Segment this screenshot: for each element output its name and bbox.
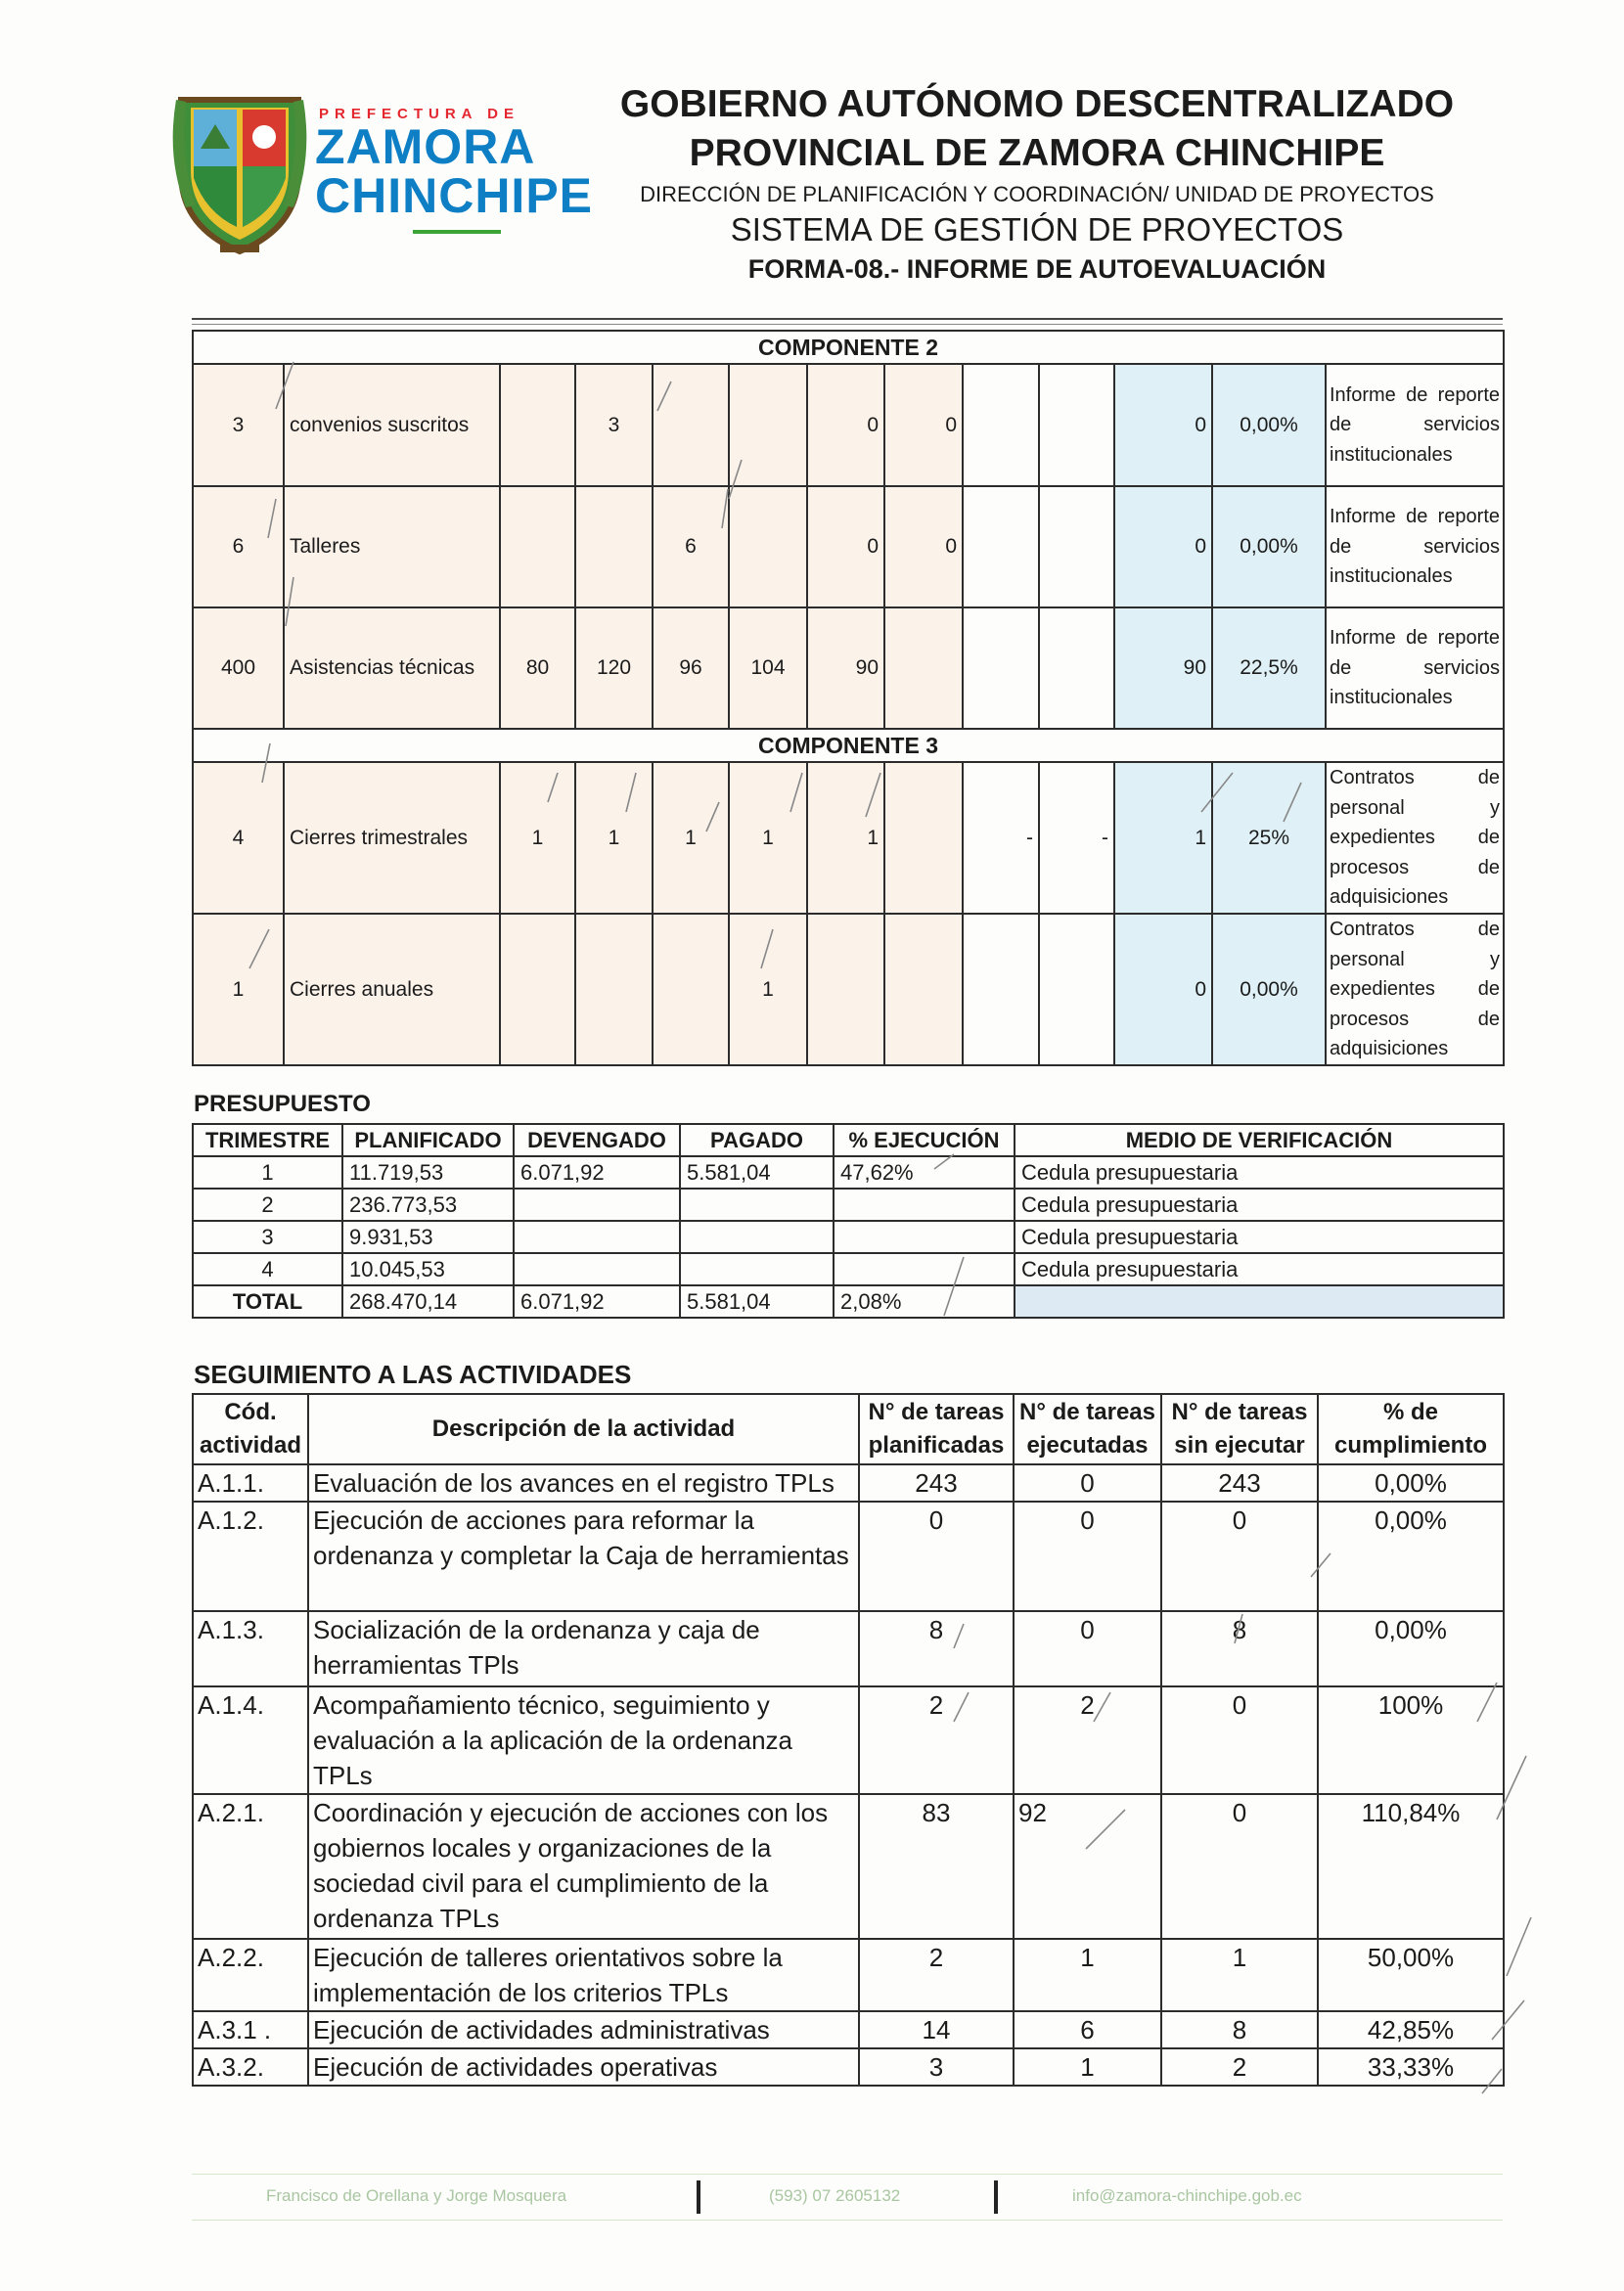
plan-cell: 8 xyxy=(859,1611,1014,1686)
footer-email: info@zamora-chinchipe.gob.ec xyxy=(1072,2186,1302,2205)
sin-cell: 0 xyxy=(1161,1794,1318,1939)
medio-cell: Cedula presupuestaria xyxy=(1015,1221,1504,1253)
desc-cell: Cierres anuales xyxy=(284,914,500,1065)
budget-title: PRESUPUESTO xyxy=(194,1091,371,1117)
desc-cell: Coordinación y ejecución de acciones con los gobiernos locales y organizaciones de la sociedad civil para el cumplimiento de la ordenanza TPLs xyxy=(308,1794,859,1939)
meta-cell: 3 xyxy=(193,364,284,486)
heading-system: SISTEMA DE GESTIÓN DE PROYECTOS xyxy=(730,211,1344,247)
meta-cell: 400 xyxy=(193,607,284,729)
cump-cell: 100% xyxy=(1318,1686,1504,1794)
cod-cell: A.3.1 . xyxy=(193,2011,308,2048)
sin-cell: 1 xyxy=(1161,1939,1318,2011)
cod-cell: A.3.2. xyxy=(193,2048,308,2086)
page-footer xyxy=(192,2174,1503,2221)
total-cell: 0 xyxy=(1114,914,1212,1065)
value-cell: 1 xyxy=(653,762,729,914)
meta-cell: 1 xyxy=(193,914,284,1065)
value-cell: 1 xyxy=(575,762,653,914)
sin-cell: 8 xyxy=(1161,2011,1318,2048)
ejec-cell: 92 xyxy=(1014,1794,1161,1939)
value-cell: 1 xyxy=(729,914,807,1065)
percent-cell: 0,00% xyxy=(1212,914,1326,1065)
value-cell: 0 xyxy=(807,486,884,607)
total-label: TOTAL xyxy=(193,1285,342,1318)
col-planificado: PLANIFICADO xyxy=(342,1124,514,1156)
value-cell: - xyxy=(963,762,1039,914)
desc-cell: Ejecución de actividades operativas xyxy=(308,2048,859,2086)
plan-cell: 83 xyxy=(859,1794,1014,1939)
verification-cell: Contratos de personal y expedientes de procesos de adquisiciones xyxy=(1326,914,1504,1065)
value-cell: 120 xyxy=(575,607,653,729)
desc-cell: Cierres trimestrales xyxy=(284,762,500,914)
verification-cell: Informe de reporte de servicios institucionales xyxy=(1326,486,1504,607)
total-cell: 90 xyxy=(1114,607,1212,729)
brand-zamora: ZAMORA xyxy=(315,119,536,174)
tri-cell: 3 xyxy=(193,1221,342,1253)
plan-cell: 10.045,53 xyxy=(342,1253,514,1285)
col-plan-l1: N° de tareas xyxy=(868,1399,1005,1425)
col-ejec-l1: N° de tareas xyxy=(1019,1399,1155,1425)
plan-cell: 11.719,53 xyxy=(342,1156,514,1189)
value-cell: 6 xyxy=(653,486,729,607)
cod-cell: A.1.4. xyxy=(193,1686,308,1794)
col-cod-l2: actividad xyxy=(199,1432,302,1459)
ejec-cell: 0 xyxy=(1014,1464,1161,1502)
col-sin-l2: sin ejecutar xyxy=(1174,1432,1305,1459)
percent-cell: 0,00% xyxy=(1212,364,1326,486)
heading-line2: PROVINCIAL DE ZAMORA CHINCHIPE xyxy=(689,132,1385,174)
desc-cell: Evaluación de los avances en el registro TPLs xyxy=(308,1464,859,1502)
meta-cell: 6 xyxy=(193,486,284,607)
brand-chinchipe: CHINCHIPE xyxy=(315,168,594,223)
value-cell: 104 xyxy=(729,607,807,729)
footer-address: Francisco de Orellana y Jorge Mosquera xyxy=(266,2186,567,2205)
total-ejec: 2,08% xyxy=(834,1285,1015,1318)
value-cell: 1 xyxy=(807,762,884,914)
plan-cell: 2 xyxy=(859,1939,1014,2011)
value-cell: 90 xyxy=(807,607,884,729)
desc-cell: Asistencias técnicas xyxy=(284,607,500,729)
pag-cell: 5.581,04 xyxy=(680,1156,834,1189)
percent-cell: 0,00% xyxy=(1212,486,1326,607)
col-trimestre: TRIMESTRE xyxy=(193,1124,342,1156)
plan-cell: 9.931,53 xyxy=(342,1221,514,1253)
col-sin-l1: N° de tareas xyxy=(1171,1399,1308,1425)
plan-cell: 2 xyxy=(859,1686,1014,1794)
value-cell: 1 xyxy=(729,762,807,914)
value-cell: 0 xyxy=(807,364,884,486)
value-cell: 0 xyxy=(884,364,963,486)
ejec-cell: 1 xyxy=(1014,1939,1161,2011)
ejec-cell: 2 xyxy=(1014,1686,1161,1794)
plan-cell: 14 xyxy=(859,2011,1014,2048)
sin-cell: 0 xyxy=(1161,1502,1318,1611)
col-medio: MEDIO DE VERIFICACIÓN xyxy=(1015,1124,1504,1156)
sin-cell: 8 xyxy=(1161,1611,1318,1686)
ejec-cell: 1 xyxy=(1014,2048,1161,2086)
cod-cell: A.1.3. xyxy=(193,1611,308,1686)
verification-cell: Contratos de personal y expedientes de procesos de adquisiciones xyxy=(1326,762,1504,914)
dev-cell: 6.071,92 xyxy=(514,1156,680,1189)
ejec-cell: 6 xyxy=(1014,2011,1161,2048)
plan-cell: 0 xyxy=(859,1502,1014,1611)
footer-separator xyxy=(697,2180,700,2214)
desc-cell: Ejecución de actividades administrativas xyxy=(308,2011,859,2048)
heading-form: FORMA-08.- INFORME DE AUTOEVALUACIÓN xyxy=(747,254,1327,284)
verification-cell: Informe de reporte de servicios institucionales xyxy=(1326,607,1504,729)
plan-cell: 243 xyxy=(859,1464,1014,1502)
tri-cell: 2 xyxy=(193,1189,342,1221)
component-2-title: COMPONENTE 2 xyxy=(193,331,1504,364)
total-cell: 0 xyxy=(1114,364,1212,486)
plan-cell: 236.773,53 xyxy=(342,1189,514,1221)
tri-cell: 1 xyxy=(193,1156,342,1189)
medio-cell: Cedula presupuestaria xyxy=(1015,1253,1504,1285)
col-cod-l1: Cód. xyxy=(224,1399,277,1425)
percent-cell: 25% xyxy=(1212,762,1326,914)
desc-cell: convenios suscritos xyxy=(284,364,500,486)
cump-cell: 110,84% xyxy=(1318,1794,1504,1939)
sin-cell: 243 xyxy=(1161,1464,1318,1502)
cump-cell: 0,00% xyxy=(1318,1502,1504,1611)
brand-small-text: PREFECTURA DE xyxy=(319,106,519,122)
medio-cell: Cedula presupuestaria xyxy=(1015,1189,1504,1221)
meta-cell: 4 xyxy=(193,762,284,914)
cump-cell: 0,00% xyxy=(1318,1464,1504,1502)
total-cell: 1 xyxy=(1114,762,1212,914)
value-cell: 1 xyxy=(500,762,575,914)
cod-cell: A.1.1. xyxy=(193,1464,308,1502)
value-cell: 3 xyxy=(575,364,653,486)
total-plan: 268.470,14 xyxy=(342,1285,514,1318)
value-cell: 96 xyxy=(653,607,729,729)
cod-cell: A.1.2. xyxy=(193,1502,308,1611)
heading-direction: DIRECCIÓN DE PLANIFICACIÓN Y COORDINACIÓN/ UNIDAD DE PROYECTOS xyxy=(640,182,1434,206)
value-cell: 0 xyxy=(884,486,963,607)
tri-cell: 4 xyxy=(193,1253,342,1285)
desc-cell: Ejecución de talleres orientativos sobre la implementación de los criterios TPLs xyxy=(308,1939,859,2011)
total-cell: 0 xyxy=(1114,486,1212,607)
ejec-cell: 0 xyxy=(1014,1611,1161,1686)
footer-phone: (593) 07 2605132 xyxy=(769,2186,901,2205)
footer-separator xyxy=(994,2180,998,2214)
cump-cell: 50,00% xyxy=(1318,1939,1504,2011)
component-3-title: COMPONENTE 3 xyxy=(193,729,1504,762)
desc-cell: Socialización de la ordenanza y caja de herramientas TPls xyxy=(308,1611,859,1686)
desc-cell: Talleres xyxy=(284,486,500,607)
verification-cell: Informe de reporte de servicios institucionales xyxy=(1326,364,1504,486)
percent-cell: 22,5% xyxy=(1212,607,1326,729)
cod-cell: A.2.1. xyxy=(193,1794,308,1939)
activities-title: SEGUIMIENTO A LAS ACTIVIDADES xyxy=(194,1360,632,1389)
col-cump-l2: cumplimiento xyxy=(1333,1432,1487,1459)
col-cump-l1: % de xyxy=(1382,1399,1438,1425)
heading-line1: GOBIERNO AUTÓNOMO DESCENTRALIZADO xyxy=(619,83,1455,125)
col-ejec-l2: ejecutadas xyxy=(1026,1432,1149,1459)
value-cell: 80 xyxy=(500,607,575,729)
cod-cell: A.2.2. xyxy=(193,1939,308,2011)
col-desc: Descripción de la actividad xyxy=(308,1394,859,1464)
col-ejecucion: % EJECUCIÓN xyxy=(834,1124,1015,1156)
desc-cell: Acompañamiento técnico, seguimiento y evaluación a la aplicación de la ordenanza TPLs xyxy=(308,1686,859,1794)
value-cell: - xyxy=(1039,762,1114,914)
total-pag: 5.581,04 xyxy=(680,1285,834,1318)
ejec-cell: 47,62% xyxy=(834,1156,1015,1189)
cump-cell: 33,33% xyxy=(1318,2048,1504,2086)
total-dev: 6.071,92 xyxy=(514,1285,680,1318)
plan-cell: 3 xyxy=(859,2048,1014,2086)
ejec-cell: 0 xyxy=(1014,1502,1161,1611)
col-pagado: PAGADO xyxy=(680,1124,834,1156)
sin-cell: 0 xyxy=(1161,1686,1318,1794)
col-devengado: DEVENGADO xyxy=(514,1124,680,1156)
medio-cell: Cedula presupuestaria xyxy=(1015,1156,1504,1189)
sin-cell: 2 xyxy=(1161,2048,1318,2086)
cump-cell: 0,00% xyxy=(1318,1611,1504,1686)
desc-cell: Ejecución de acciones para reformar la ordenanza y completar la Caja de herramientas xyxy=(308,1502,859,1611)
col-plan-l2: planificadas xyxy=(868,1432,1005,1459)
cump-cell: 42,85% xyxy=(1318,2011,1504,2048)
